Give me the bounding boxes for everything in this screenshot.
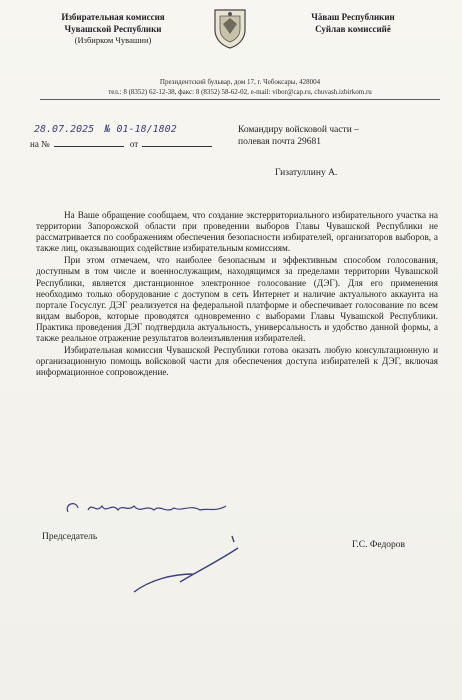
sender-address: Президентский бульвар, дом 17, г. Чебоксары, 428004 bbox=[159, 78, 321, 86]
coat-of-arms-icon bbox=[212, 6, 248, 50]
handwritten-closing-icon bbox=[62, 490, 232, 530]
signer-title: Председатель bbox=[42, 532, 98, 542]
registration-handwritten bbox=[34, 124, 177, 135]
sender-org-line: Чувашской Республики bbox=[64, 23, 162, 34]
sender-contacts: тел.: 8 (8352) 62-12-38, факс: 8 (8352) 58-62-02, e-mail: vibor@cap.ru, chuvash.izbirkom.ru bbox=[108, 88, 372, 96]
addressee-block bbox=[238, 124, 438, 148]
ref-number-label: на № bbox=[30, 139, 50, 149]
ref-date-blank bbox=[142, 146, 212, 147]
body-paragraph: На Ваше обращение сообщаем, что создание экстерриториального избирательного участка на территории Запорожской области при проведении выборов Главы Чувашской Республики не рассматривается по соображениям обеспечения безопасности избирателей, организаторов выборов, а также лиц, оказывающих содействие избирательным комиссиям. bbox=[36, 210, 438, 254]
ref-number-blank bbox=[54, 146, 124, 147]
sender-org-cv bbox=[278, 12, 428, 35]
body-paragraph: При этом отмечаем, что наиболее безопасным и эффективным способом голосования, доступным в том числе и военнослужащим, находящимся за пределами территории Чувашской Республики, является дистанционное электронное голосование (ДЭГ). Для его применения необходимо только оборудование с доступом в сеть Интернет и наличие актуального аккаунта на портале Госуслуг. ДЭГ реализуется на федеральной платформе и обеспечивает голосование по всем видам выборов, которые проводятся одновременно с выборами Главы Чувашской Республики. Практика проведения ДЭГ подтвердила актуальность, универсальность и удобство данной формы, а также реальное отражение результатов волеизъявления избирателей. bbox=[36, 255, 438, 344]
sender-org-line: Избирательная комиссия bbox=[61, 12, 165, 22]
registration-date: 28.07.2025 bbox=[34, 124, 95, 135]
body-paragraph: Избирательная комиссия Чувашской Республики готова оказать любую консультационную и организационную помощь войсковой части для обеспечения доступа избирателей к ДЭГ, включая информационное сопровождение. bbox=[36, 345, 438, 378]
sender-org-short: (Избирком Чувашии) bbox=[74, 35, 152, 45]
signature-icon bbox=[120, 530, 290, 600]
sender-org-ru bbox=[38, 12, 188, 47]
sender-org-line: Суйлав комиссийĕ bbox=[315, 23, 391, 34]
addressee-line: Командиру войсковой части – bbox=[238, 125, 359, 135]
ref-date-label: от bbox=[129, 139, 139, 149]
recipient-name: Гизатуллину А. bbox=[275, 168, 338, 178]
sender-org-line: Чăваш Республикин bbox=[311, 12, 395, 22]
registration-number: № 01-18/1802 bbox=[104, 124, 177, 135]
addressee-line: полевая почта 29681 bbox=[238, 137, 321, 147]
registration-line bbox=[30, 139, 216, 149]
header-divider bbox=[40, 99, 440, 100]
letter-body bbox=[36, 210, 438, 379]
signer-name: Г.С. Федоров bbox=[352, 540, 406, 550]
